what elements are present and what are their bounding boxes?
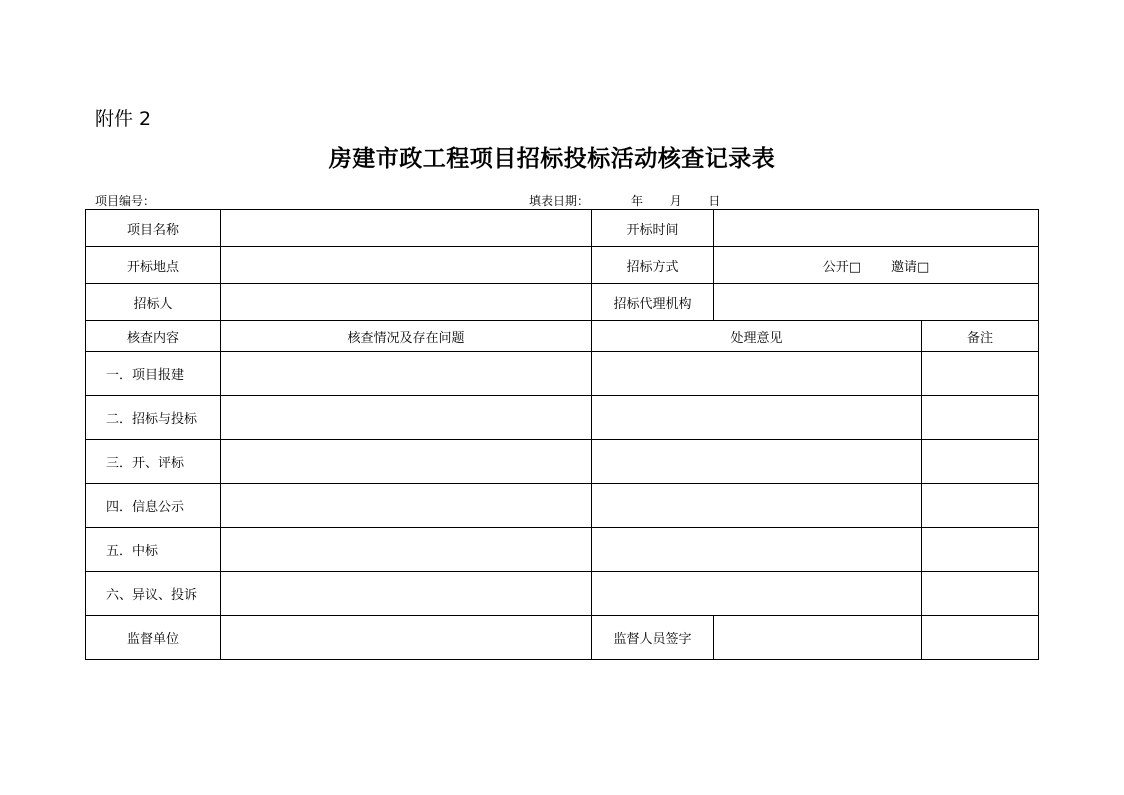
situation-cell[interactable] — [221, 484, 592, 528]
opinion-cell[interactable] — [592, 572, 922, 616]
situation-cell[interactable] — [221, 352, 592, 396]
bid-method-options — [714, 247, 1039, 284]
project-name-label: 项目名称 — [86, 210, 221, 247]
header-content: 核查内容 — [86, 321, 221, 352]
project-number-label: 项目编号： — [95, 194, 156, 208]
page-title: 房建市政工程项目招标投标活动核查记录表 — [328, 145, 776, 172]
remark-cell[interactable] — [922, 396, 1039, 440]
table-row — [86, 396, 1039, 440]
item-opening-evaluation: 三．开、评标 — [86, 440, 221, 484]
attachment-label: 附件 2 — [95, 108, 152, 130]
item-bidding: 二．招标与投标 — [86, 396, 221, 440]
remark-cell[interactable] — [922, 616, 1039, 660]
item-project-registration: 一．项目报建 — [86, 352, 221, 396]
month-label: 月 — [669, 194, 682, 208]
header-opinion: 处理意见 — [592, 321, 922, 352]
supervisor-sign-label: 监督人员签字 — [592, 616, 714, 660]
supervisor-sign-cell[interactable] — [714, 616, 922, 660]
opinion-cell[interactable] — [592, 484, 922, 528]
bid-method-label: 招标方式 — [592, 247, 714, 284]
remark-cell[interactable] — [922, 484, 1039, 528]
table-row — [86, 352, 1039, 396]
year-label: 年 — [630, 194, 643, 208]
open-place-label: 开标地点 — [86, 247, 221, 284]
table-row — [86, 484, 1039, 528]
header-situation: 核查情况及存在问题 — [221, 321, 592, 352]
opinion-cell[interactable] — [592, 352, 922, 396]
project-name-cell[interactable] — [221, 210, 592, 247]
item-winning-bid: 五．中标 — [86, 528, 221, 572]
remark-cell[interactable] — [922, 572, 1039, 616]
opinion-cell[interactable] — [592, 440, 922, 484]
table-header-row — [86, 321, 1039, 352]
tenderer-label: 招标人 — [86, 284, 221, 321]
situation-cell[interactable] — [221, 572, 592, 616]
open-time-label: 开标时间 — [592, 210, 714, 247]
open-time-cell[interactable] — [714, 210, 1039, 247]
remark-cell[interactable] — [922, 528, 1039, 572]
table-row — [86, 572, 1039, 616]
table-row — [86, 284, 1039, 321]
opinion-cell[interactable] — [592, 528, 922, 572]
table-row — [86, 210, 1039, 247]
open-place-cell[interactable] — [221, 247, 592, 284]
method-invite-checkbox[interactable]: 邀请□ — [891, 259, 930, 275]
table-row — [86, 247, 1039, 284]
situation-cell[interactable] — [221, 440, 592, 484]
opinion-cell[interactable] — [592, 396, 922, 440]
situation-cell[interactable] — [221, 528, 592, 572]
remark-cell[interactable] — [922, 352, 1039, 396]
header-remark: 备注 — [922, 321, 1039, 352]
supervisor-unit-label: 监督单位 — [86, 616, 221, 660]
supervisor-unit-cell[interactable] — [221, 616, 592, 660]
item-objection-complaint: 六、异议、投诉 — [86, 572, 221, 616]
fill-date — [529, 192, 720, 209]
fill-date-label: 填表日期： — [529, 194, 590, 208]
situation-cell[interactable] — [221, 396, 592, 440]
table-row — [86, 440, 1039, 484]
tenderer-cell[interactable] — [221, 284, 592, 321]
agency-label: 招标代理机构 — [592, 284, 714, 321]
table-footer-row — [86, 616, 1039, 660]
remark-cell[interactable] — [922, 440, 1039, 484]
day-label: 日 — [708, 194, 721, 208]
table-row — [86, 528, 1039, 572]
method-open-checkbox[interactable]: 公开□ — [822, 259, 861, 275]
inspection-record-table — [85, 209, 1039, 660]
item-information-disclosure: 四．信息公示 — [86, 484, 221, 528]
agency-cell[interactable] — [714, 284, 1039, 321]
